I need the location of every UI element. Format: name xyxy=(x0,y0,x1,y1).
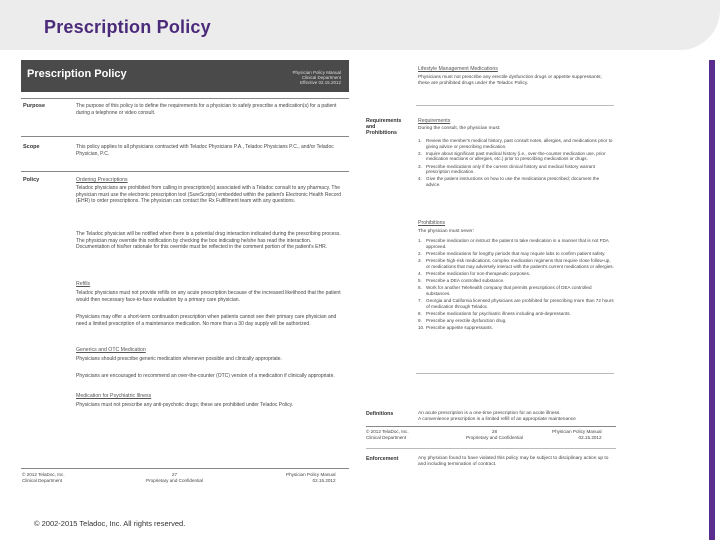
divider xyxy=(416,373,614,374)
section-paragraph: Physicians may offer a short-term continuation prescription when patients cannot see their primary care physician and need a limited prescription of a maintenance medication. No more than a 30 day supply will be authorized. xyxy=(76,314,337,327)
list-item: 4. Give the patient instructions on how to use the medications prescribed; document the advice. xyxy=(418,176,600,187)
doc-header xyxy=(21,60,349,92)
enforcement-text: Any physician found to have violated this policy may be subject to disciplinary action up to and including termination of contract. xyxy=(418,456,609,467)
definitions-label: Definitions xyxy=(366,411,394,417)
requirements-list xyxy=(418,138,614,189)
list-item: 8. Prescribe medications for psychiatric illness including anti-depressants. xyxy=(418,310,571,316)
footer-divider xyxy=(366,426,616,427)
list-item: 7. Georgia and California licensed physicians are prohibited for prescribing more than 72 hours of medication through Teladoc. xyxy=(418,297,614,309)
list-item: 5. Prescribe a DEA controlled substance. xyxy=(418,277,505,283)
footer-center: 28 Proprietary and Confidential xyxy=(466,429,523,440)
footer-left: © 2012 TelaDoc, Inc. Clinical Department xyxy=(366,429,409,440)
list-item: 10. Prescribe appetite suppressants. xyxy=(418,325,493,331)
section-heading: Medication for Psychiatric Illness xyxy=(76,393,152,399)
policy-page-right xyxy=(366,62,616,472)
definition-1: An acute prescription is a one-time prescription for an acute illness. xyxy=(418,411,561,416)
divider xyxy=(21,136,349,137)
section-paragraph: Teladoc physicians must not provide refills on any acute prescription because of the increased likelihood that the patient would then necessary face-to-face evaluation by a primary care physician. xyxy=(76,290,341,303)
list-item: 9. Prescribe any erectile dysfunction drug. xyxy=(418,317,507,323)
section-paragraph: Physicians should prescribe generic medication whenever possible and clinically appropriate. xyxy=(76,356,282,362)
list-item: 4. Prescribe medication for non-therapeutic purposes. xyxy=(418,270,531,276)
section-paragraph: The Teladoc physician will be notified when there is a potential drug interaction indicated during the prescribing process. The physician may override this notification by checking the box indicating he/she has read the interaction. Documentation of his/her rationale for this override must be reflected in the comment portion of the patient's EHR. xyxy=(76,231,341,250)
lifestyle-text: Physicians must not prescribe any erectile dysfunction drugs or appetite suppressants; these are prohibited drugs under the Teladoc Policy. xyxy=(418,75,602,86)
section-heading: Refills xyxy=(76,281,91,287)
list-item: 2. Prescribe medications for lengthy periods that may require labs to confirm patient safety. xyxy=(418,250,606,256)
divider xyxy=(21,98,349,99)
prohibitions-heading: Prohibitions xyxy=(418,220,446,226)
lifestyle-heading: Lifestyle Management Medications xyxy=(418,66,498,72)
list-item: 6. Work for another Telehealth company that permits prescriptions of DEA controlled substances. xyxy=(418,285,592,296)
requirements-heading: Requirements xyxy=(418,118,451,124)
footer-divider xyxy=(21,468,349,469)
accent-bar xyxy=(709,60,715,540)
slide-title: Prescription Policy xyxy=(44,17,211,37)
footer-right: Physician Policy Manual 02.15.2012 xyxy=(286,472,336,483)
scope-text: This policy applies to all physicians contracted with Teladoc Physicians P.A., Teladoc Physicians P.C., and/or Teladoc Physician, P.C. xyxy=(76,144,334,157)
prohibitions-list xyxy=(418,238,614,332)
requirements-label: Requirements and Prohibitions xyxy=(366,118,402,136)
list-item: 2. Inquire about significant past medical history (i.e., over-the-counter medication use, prior medication reactions or allergies, etc.) prior to prescribing medications or drugs. xyxy=(418,150,606,162)
policy-label: Policy xyxy=(23,177,40,183)
enforcement-label: Enforcement xyxy=(366,456,399,462)
footer-center: 27 Proprietary and Confidential xyxy=(146,472,203,483)
scope-label: Scope xyxy=(23,144,40,150)
prohibitions-intro: The physician must never: xyxy=(418,229,474,234)
footer-left: © 2012 TelaDoc, Inc. Clinical Department xyxy=(22,472,65,483)
doc-header-title: Prescription Policy xyxy=(27,68,127,80)
list-item: 1. Prescribe medication or instruct the patient to take medication in a manner that is not FDA approved. xyxy=(418,238,609,249)
policy-page-left xyxy=(18,58,350,495)
section-paragraph: Physicians must not prescribe any anti-psychotic drugs; these are prohibited under Teladoc Policy. xyxy=(76,402,294,408)
definition-2: A convenience prescription is a limited refill of an appropriate maintenance xyxy=(418,417,576,422)
section-heading: Ordering Prescriptions xyxy=(76,177,128,183)
copyright-footer: © 2002-2015 Teladoc, Inc. All rights reserved. xyxy=(34,519,186,528)
list-item: 1. Review the member's medical history, past consult notes, allergies, and medications prior to giving advice or prescribing medication. xyxy=(418,138,613,149)
section-paragraph: Teladoc physicians are prohibited from calling in prescription(s) associated with a Teladoc consult to any pharmacy. The physician must use the electronic prescription tool (SureScripts) embedded within the patient's Electronic Health Record (EHR) to order prescriptions. The physician can contact the Rx Fulfillment team with any questions. xyxy=(76,185,341,204)
purpose-text: The purpose of this policy is to define the requirements for a physician to safely prescribe a medication(s) for a patient during a telephone or video consult. xyxy=(76,103,337,116)
doc-header-meta: Physician Policy Manual Clinical Department Effective 02.15.2012 xyxy=(292,70,341,85)
section-heading: Generics and OTC Medication xyxy=(76,347,146,353)
divider xyxy=(366,448,616,449)
section-paragraph: Physicians are encouraged to recommend an over-the-counter (OTC) version of a medication if clinically appropriate. xyxy=(76,373,335,379)
list-item: 3. Prescribe high-risk medications, complex medication regimens that require close follow-up, or medications that may adversely interact with the patient's current medications or allergies. xyxy=(418,257,614,269)
divider xyxy=(21,171,349,172)
requirements-intro: During the consult, the physician must: xyxy=(418,126,501,131)
footer-right: Physician Policy Manual 02.15.2012 xyxy=(552,429,602,440)
divider xyxy=(416,105,614,106)
list-item: 3. Prescribe medications only if the current clinical history and medical history warrant prescription medication. xyxy=(418,163,596,175)
purpose-label: Purpose xyxy=(23,103,46,109)
